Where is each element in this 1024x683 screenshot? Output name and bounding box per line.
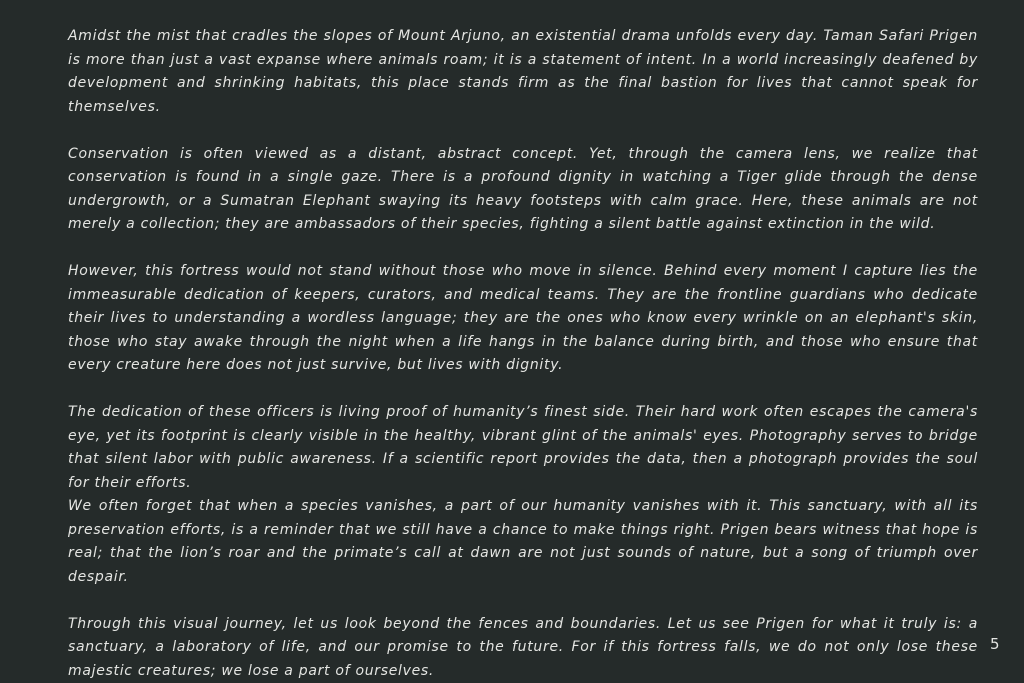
page-number: 5 (990, 635, 1000, 653)
paragraph-dedication: The dedication of these officers is living proof of humanity’s finest side. Their hard work often escapes the camera's eye, yet its footprint is clearly visible in the healthy, vibrant glint of the animals' eyes. Photography serves to bridge that silent labor with public awareness. If a scientific report provides the data, then a photograph provides the soul for their efforts. (68, 401, 978, 495)
paragraph-guardians: However, this fortress would not stand without those who move in silence. Behind every moment I capture lies the immeasurable dedication of keepers, curators, and medical teams. They are the frontline guardians who dedicate their lives to understanding a wordless language; they are the ones who know every wrinkle on an elephant's skin, those who stay awake through the night when a life hangs in the balance during birth, and those who ensure that every creature here does not just survive, but lives with dignity. (68, 260, 978, 378)
paragraph-spacer (68, 119, 978, 143)
paragraph-spacer (68, 378, 978, 402)
paragraph-conservation: Conservation is often viewed as a distant, abstract concept. Yet, through the camera lens, we realize that conservation is found in a single gaze. There is a profound dignity in watching a Tiger glide through the dense undergrowth, or a Sumatran Elephant swaying its heavy footsteps with calm grace. Here, these animals are not merely a collection; they are ambassadors of their species, fighting a silent battle against extinction in the wild. (68, 143, 978, 237)
paragraph-humanity: We often forget that when a species vanishes, a part of our humanity vanishes with it. This sanctuary, with all its preservation efforts, is a reminder that we still have a chance to make things right. Prigen bears witness that hope is real; that the lion’s roar and the primate’s call at dawn are not just sounds of nature, but a song of triumph over despair. (68, 495, 978, 589)
paragraph-spacer (68, 237, 978, 261)
paragraph-mount-arjuno: Amidst the mist that cradles the slopes of Mount Arjuno, an existential drama unfolds every day. Taman Safari Prigen is more than just a vast expanse where animals roam; it is a statement of intent. In a world increasingly deafened by development and shrinking habitats, this place stands firm as the final bastion for lives that cannot speak for themselves. (68, 25, 978, 119)
paragraph-visual-journey: Through this visual journey, let us look beyond the fences and boundaries. Let us see Prigen for what it truly is: a sanctuary, a laboratory of life, and our promise to the future. For if this fortress falls, we do not only lose these majestic creatures; we lose a part of ourselves. (68, 613, 978, 683)
document-body (68, 25, 978, 683)
paragraph-spacer (68, 589, 978, 613)
